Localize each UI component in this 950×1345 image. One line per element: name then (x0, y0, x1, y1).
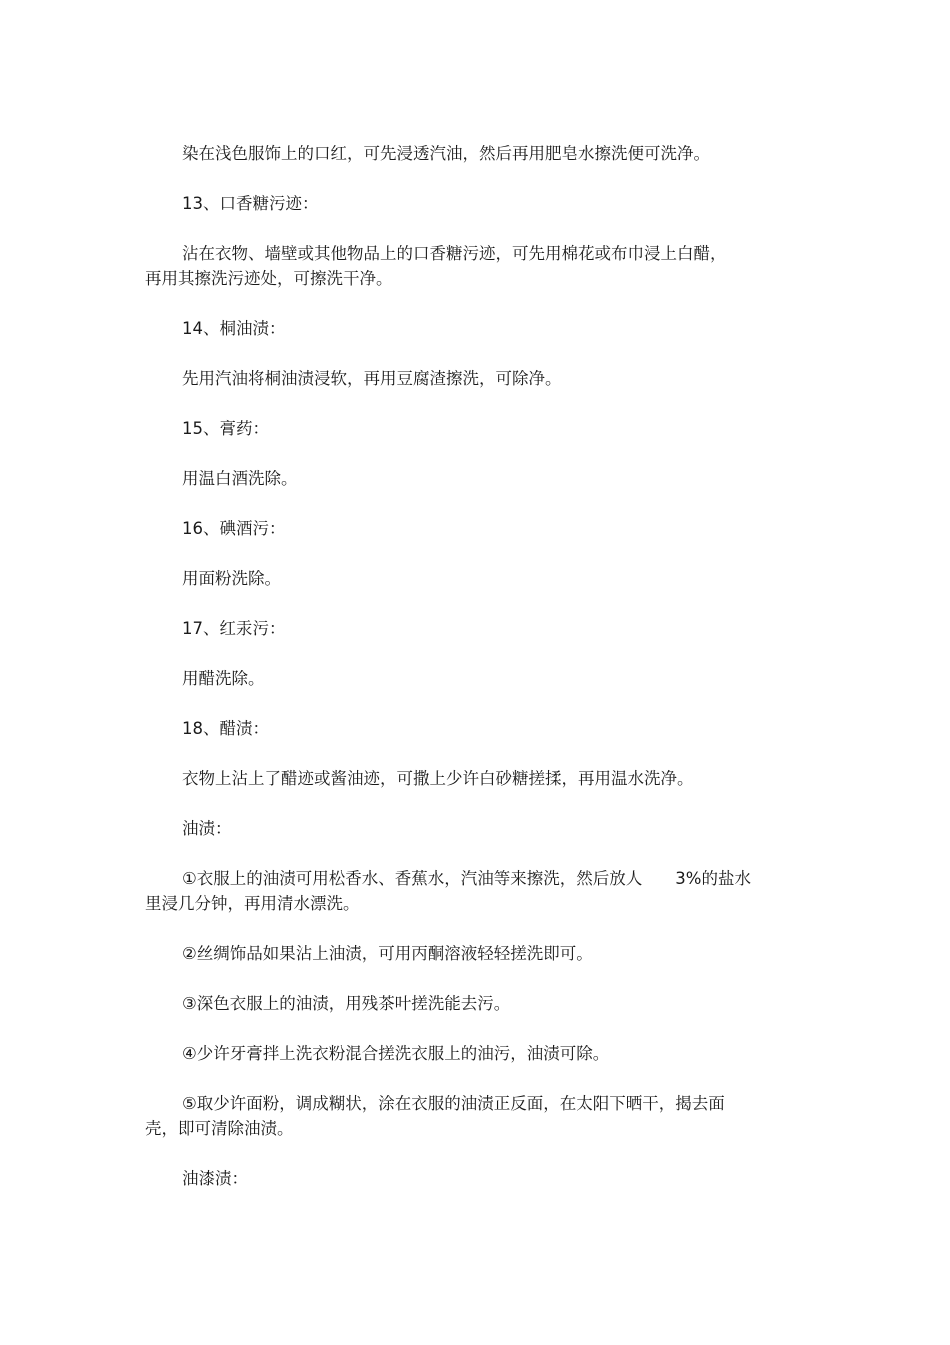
text-line: 染在浅色服饰上的口红，可先浸透汽油，然后再用肥皂水擦洗便可洗净。 (182, 144, 710, 163)
paragraph-oil-tip-5 (145, 1091, 805, 1141)
text-line: 先用汽油将桐油渍浸软，再用豆腐渣擦洗，可除净。 (182, 369, 562, 388)
heading-oil-stain (145, 816, 805, 841)
text-line: 用温白酒洗除。 (182, 469, 298, 488)
paragraph-oil-tip-4 (145, 1041, 805, 1066)
heading-18-vinegar (145, 716, 805, 741)
heading-17-mercurochrome (145, 616, 805, 641)
text-line: 衣物上沾上了醋迹或酱油迹，可撒上少许白砂糖搓揉，再用温水洗净。 (182, 769, 694, 788)
heading-16-iodine (145, 516, 805, 541)
paragraph-tung-oil-body (145, 366, 805, 391)
text-line: ③深色衣服上的油渍，用残茶叶搓洗能去污。 (182, 994, 511, 1013)
text-line: 壳，即可清除油渍。 (145, 1119, 294, 1138)
paragraph-vinegar-body (145, 766, 805, 791)
paragraph-oil-tip-2 (145, 941, 805, 966)
paragraph-mercurochrome-body (145, 666, 805, 691)
text-line: 里浸几分钟，再用清水漂洗。 (145, 894, 360, 913)
text-line: ①衣服上的油渍可用松香水、香蕉水，汽油等来擦洗，然后放人 3%的盐水 (182, 869, 751, 888)
heading-13-gum-stain (145, 191, 805, 216)
text-line: ⑤取少许面粉，调成糊状，涂在衣服的油渍正反面，在太阳下晒干，揭去面 (182, 1094, 725, 1113)
text-line: 15、膏药： (182, 419, 269, 438)
text-line: 14、桐油渍： (182, 319, 286, 338)
heading-14-tung-oil (145, 316, 805, 341)
paragraph-oil-tip-3 (145, 991, 805, 1016)
heading-paint-stain (145, 1166, 805, 1191)
paragraph-lipstick-body (145, 141, 805, 166)
heading-15-plaster (145, 416, 805, 441)
text-line: 用醋洗除。 (182, 669, 265, 688)
text-line: 油漆渍： (182, 1169, 248, 1188)
text-line: ②丝绸饰品如果沾上油渍，可用丙酮溶液轻轻搓洗即可。 (182, 944, 593, 963)
paragraph-oil-tip-1 (145, 866, 805, 916)
text-line: ④少许牙膏拌上洗衣粉混合搓洗衣服上的油污，油渍可除。 (182, 1044, 610, 1063)
text-line: 沾在衣物、墙壁或其他物品上的口香糖污迹，可先用棉花或布巾浸上白醋， (182, 244, 727, 263)
text-line: 用面粉洗除。 (182, 569, 281, 588)
text-line: 再用其擦洗污迹处，可擦洗干净。 (145, 269, 393, 288)
text-line: 油渍： (182, 819, 232, 838)
text-line: 18、醋渍： (182, 719, 269, 738)
paragraph-gum-body (145, 241, 805, 291)
paragraph-iodine-body (145, 566, 805, 591)
text-line: 16、碘酒污： (182, 519, 286, 538)
text-line: 17、红汞污： (182, 619, 286, 638)
text-line: 13、口香糖污迹： (182, 194, 319, 213)
paragraph-plaster-body (145, 466, 805, 491)
